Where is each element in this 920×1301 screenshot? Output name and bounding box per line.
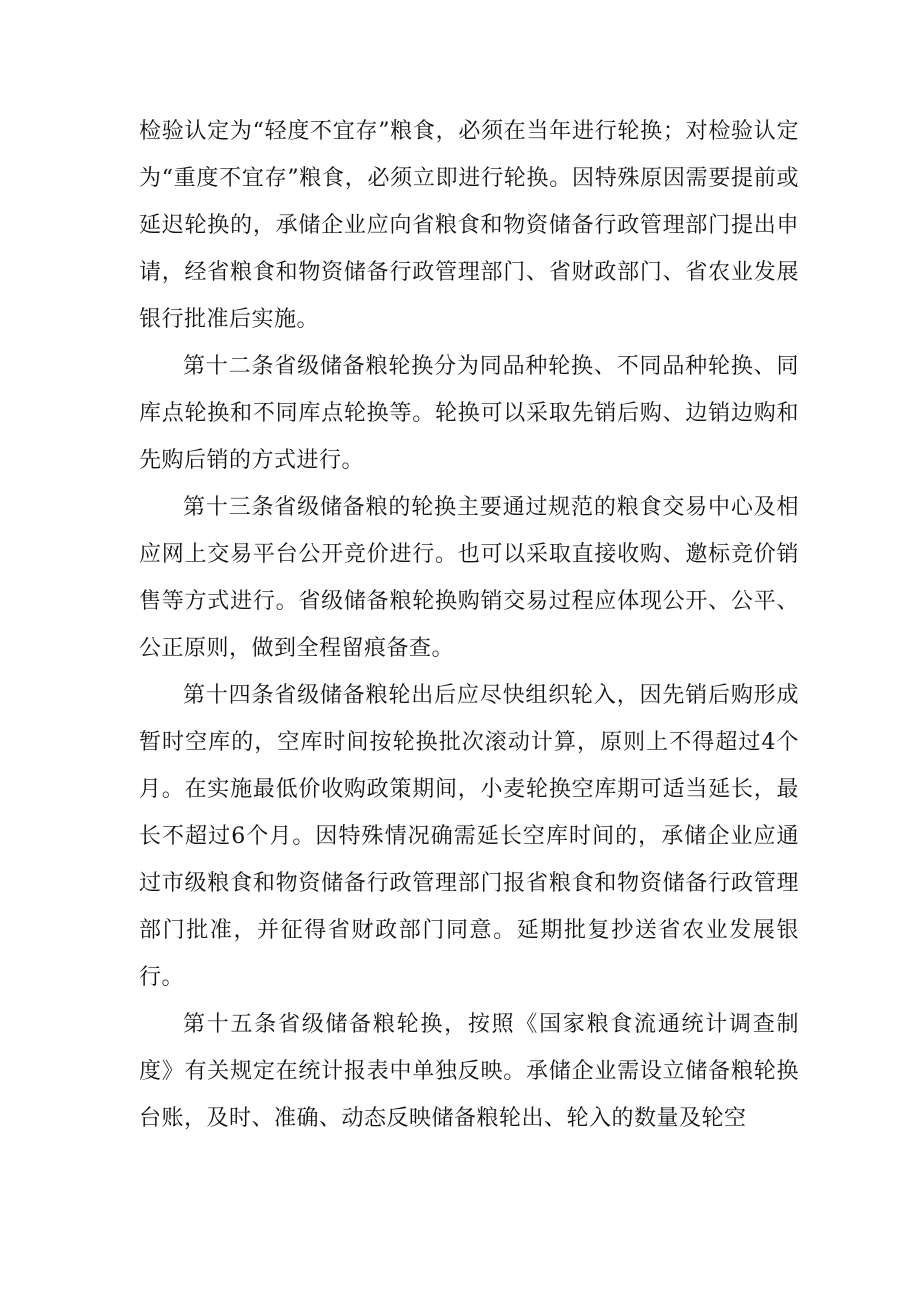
paragraph-article-15: 第十五条省级储备粮轮换，按照《国家粮食流通统计调查制度》有关规定在统计报表中单独反映。承储企业需设立储备粮轮换台账，及时、准确、动态反映储备粮轮出、轮入的数量及轮空 [139,1012,799,1131]
paragraph-article-14: 第十四条省级储备粮轮出后应尽快组织轮入，因先销后购形成暂时空库的，空库时间按轮换批次滚动计算，原则上不得超过4个月。在实施最低价收购政策期间，小麦轮换空库期可适当延长，最长不超过6个月。因特殊情况确需延长空库时间的，承储企业应通过市级粮食和物资储备行政管理部门报省粮食和物资储备行政管理部门批准，并征得省财政部门同意。延期批复抄送省农业发展银行。 [139,683,799,990]
paragraph-continued: 检验认定为“轻度不宜存”粮食，必须在当年进行轮换；对检验认定为“重度不宜存”粮食，必须立即进行轮换。因特殊原因需要提前或延迟轮换的，承储企业应向省粮食和物资储备行政管理部门提出申请，经省粮食和物资储备行政管理部门、省财政部门、省农业发展银行批准后实施。 [139,119,799,332]
paragraph-article-12: 第十二条省级储备粮轮换分为同品种轮换、不同品种轮换、同库点轮换和不同库点轮换等。轮换可以采取先销后购、边销边购和先购后销的方式进行。 [139,354,799,473]
paragraph-article-13: 第十三条省级储备粮的轮换主要通过规范的粮食交易中心及相应网上交易平台公开竞价进行。也可以采取直接收购、邀标竞价销售等方式进行。省级储备粮轮换购销交易过程应体现公开、公平、公正原则，做到全程留痕备查。 [139,495,799,661]
body-text [139,108,799,1142]
